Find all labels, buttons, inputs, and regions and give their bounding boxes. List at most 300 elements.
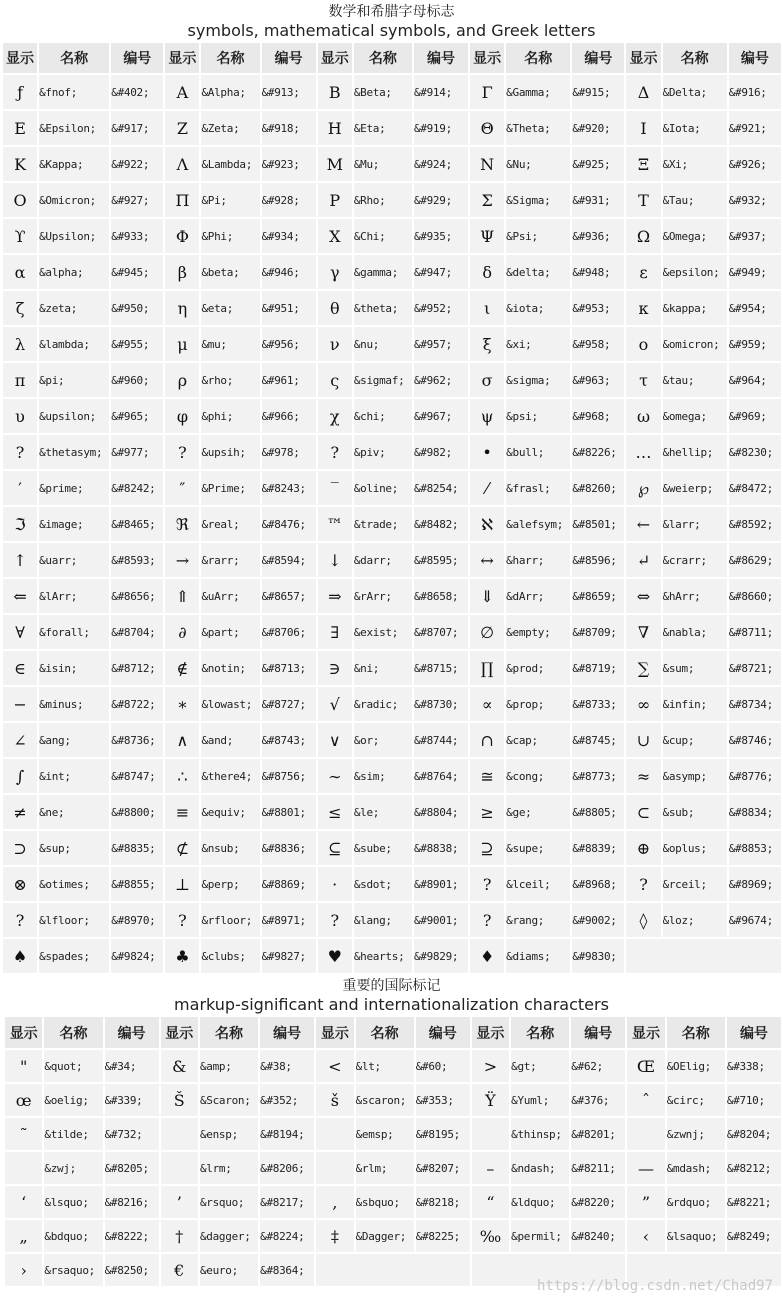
entity-name: &thinsp; bbox=[511, 1118, 569, 1150]
entity-number: &#8212; bbox=[727, 1152, 781, 1184]
entity-name: &perp; bbox=[201, 867, 259, 901]
section1-caption bbox=[0, 3, 783, 41]
entity-glyph: ℜ bbox=[165, 507, 199, 541]
column-header: 名称 bbox=[506, 43, 570, 73]
entity-number: &#937; bbox=[729, 219, 781, 253]
entity-glyph: ξ bbox=[470, 327, 504, 361]
entity-name: &larr; bbox=[663, 507, 727, 541]
entity-number: &#8744; bbox=[414, 723, 468, 757]
entity-glyph: ε bbox=[626, 255, 660, 289]
entity-name: &lfloor; bbox=[39, 903, 109, 937]
column-header: 显示 bbox=[318, 43, 352, 73]
entity-glyph: η bbox=[165, 291, 199, 325]
entity-name: &rang; bbox=[506, 903, 570, 937]
entity-number: &#732; bbox=[105, 1118, 159, 1150]
entity-name: &sup; bbox=[39, 831, 109, 865]
entity-name: &part; bbox=[201, 615, 259, 649]
table-row bbox=[3, 255, 781, 289]
entity-name: &pi; bbox=[39, 363, 109, 397]
entity-number: &#956; bbox=[262, 327, 316, 361]
entity-number: &#8968; bbox=[572, 867, 624, 901]
entity-number: &#8746; bbox=[729, 723, 781, 757]
entity-name: &crarr; bbox=[663, 543, 727, 577]
table-row bbox=[3, 939, 781, 973]
entity-glyph: ? bbox=[470, 903, 504, 937]
entity-number: &#950; bbox=[111, 291, 163, 325]
entity-number: &#8249; bbox=[727, 1220, 781, 1252]
entity-glyph: ˆ bbox=[627, 1084, 664, 1116]
entity-glyph: − bbox=[3, 687, 37, 721]
empty-cell bbox=[626, 939, 781, 973]
entity-name: &radic; bbox=[354, 687, 412, 721]
entity-glyph: ? bbox=[165, 903, 199, 937]
entity-name: &exist; bbox=[354, 615, 412, 649]
entity-name: &prod; bbox=[506, 651, 570, 685]
entity-name: &omicron; bbox=[663, 327, 727, 361]
entity-name: &Scaron; bbox=[200, 1084, 258, 1116]
entity-number: &#402; bbox=[111, 75, 163, 109]
entity-number: &#9827; bbox=[262, 939, 316, 973]
entity-glyph: ∏ bbox=[470, 651, 504, 685]
entity-glyph: κ bbox=[626, 291, 660, 325]
section1-title-en: symbols, mathematical symbols, and Greek letters bbox=[187, 21, 596, 40]
entity-number: &#9829; bbox=[414, 939, 468, 973]
entity-number: &#8240; bbox=[571, 1220, 625, 1252]
entity-name: &ldquo; bbox=[511, 1186, 569, 1218]
entity-glyph: φ bbox=[165, 399, 199, 433]
entity-glyph: → bbox=[165, 543, 199, 577]
entity-name: &hArr; bbox=[663, 579, 727, 613]
entity-number: &#8869; bbox=[262, 867, 316, 901]
entity-name: &amp; bbox=[200, 1050, 258, 1082]
entity-name: &Mu; bbox=[354, 147, 412, 181]
entity-name: &Dagger; bbox=[356, 1220, 414, 1252]
entity-number: &#918; bbox=[262, 111, 316, 145]
entity-glyph: ƒ bbox=[3, 75, 37, 109]
entity-glyph: ω bbox=[626, 399, 660, 433]
entity-name: &sum; bbox=[663, 651, 727, 685]
entity-number: &#8221; bbox=[727, 1186, 781, 1218]
entity-name: &Omicron; bbox=[39, 183, 109, 217]
entity-name: &gamma; bbox=[354, 255, 412, 289]
entity-glyph: " bbox=[5, 1050, 42, 1082]
entity-number: &#929; bbox=[414, 183, 468, 217]
table-row bbox=[5, 1152, 781, 1184]
entity-number: &#961; bbox=[262, 363, 316, 397]
entity-glyph bbox=[316, 1118, 353, 1150]
entity-number: &#8656; bbox=[111, 579, 163, 613]
entity-number: &#8243; bbox=[262, 471, 316, 505]
empty-cell bbox=[316, 1254, 470, 1286]
entity-glyph: ™ bbox=[318, 507, 352, 541]
entity-name: &lceil; bbox=[506, 867, 570, 901]
entity-name: &Psi; bbox=[506, 219, 570, 253]
entity-glyph: ? bbox=[626, 867, 660, 901]
entity-name: &Upsilon; bbox=[39, 219, 109, 253]
entity-glyph: ′ bbox=[3, 471, 37, 505]
column-header: 显示 bbox=[627, 1017, 664, 1048]
entity-glyph: ‰ bbox=[472, 1220, 509, 1252]
entity-name: &Alpha; bbox=[201, 75, 259, 109]
entity-glyph: Ψ bbox=[470, 219, 504, 253]
entity-name: &Pi; bbox=[201, 183, 259, 217]
entity-number: &#34; bbox=[105, 1050, 159, 1082]
entity-glyph: ↓ bbox=[318, 543, 352, 577]
symbols-table bbox=[1, 41, 783, 975]
entity-name: &zwnj; bbox=[667, 1118, 725, 1150]
entity-number: &#8730; bbox=[414, 687, 468, 721]
entity-number: &#8220; bbox=[571, 1186, 625, 1218]
entity-name: &xi; bbox=[506, 327, 570, 361]
entity-glyph: ∋ bbox=[318, 651, 352, 685]
entity-glyph: Œ bbox=[627, 1050, 664, 1082]
entity-number: &#958; bbox=[572, 327, 624, 361]
entity-name: &ni; bbox=[354, 651, 412, 685]
entity-glyph: Π bbox=[165, 183, 199, 217]
column-header: 名称 bbox=[201, 43, 259, 73]
entity-number: &#8201; bbox=[571, 1118, 625, 1150]
entity-number: &#923; bbox=[262, 147, 316, 181]
entity-name: &sigmaf; bbox=[354, 363, 412, 397]
entity-number: &#9674; bbox=[729, 903, 781, 937]
entity-number: &#917; bbox=[111, 111, 163, 145]
entity-number: &#339; bbox=[105, 1084, 159, 1116]
entity-name: &ge; bbox=[506, 795, 570, 829]
entity-number: &#947; bbox=[414, 255, 468, 289]
entity-number: &#8804; bbox=[414, 795, 468, 829]
entity-glyph: Γ bbox=[470, 75, 504, 109]
entity-name: &alpha; bbox=[39, 255, 109, 289]
column-header: 名称 bbox=[44, 1017, 102, 1048]
table-row bbox=[3, 75, 781, 109]
entity-number: &#919; bbox=[414, 111, 468, 145]
entity-name: &phi; bbox=[201, 399, 259, 433]
column-header: 显示 bbox=[3, 43, 37, 73]
entity-name: &infin; bbox=[663, 687, 727, 721]
entity-number: &#977; bbox=[111, 435, 163, 469]
entity-number: &#953; bbox=[572, 291, 624, 325]
entity-number: &#8901; bbox=[414, 867, 468, 901]
entity-name: &Eta; bbox=[354, 111, 412, 145]
entity-number: &#8743; bbox=[262, 723, 316, 757]
table-row bbox=[5, 1186, 781, 1218]
entity-glyph: ∈ bbox=[3, 651, 37, 685]
entity-number: &#8596; bbox=[572, 543, 624, 577]
entity-glyph: ⇑ bbox=[165, 579, 199, 613]
entity-name: &lsaquo; bbox=[667, 1220, 725, 1252]
entity-name: &chi; bbox=[354, 399, 412, 433]
entity-number: &#936; bbox=[572, 219, 624, 253]
entity-glyph: ο bbox=[626, 327, 660, 361]
entity-name: &le; bbox=[354, 795, 412, 829]
entity-name: &nsub; bbox=[201, 831, 259, 865]
entity-number: &#8706; bbox=[262, 615, 316, 649]
entity-glyph: ∩ bbox=[470, 723, 504, 757]
section2-title-en: markup-significant and internationalization characters bbox=[174, 995, 609, 1014]
entity-number: &#8747; bbox=[111, 759, 163, 793]
entity-glyph: ⊆ bbox=[318, 831, 352, 865]
entity-number: &#9001; bbox=[414, 903, 468, 937]
table-row bbox=[3, 327, 781, 361]
entity-number: &#8969; bbox=[729, 867, 781, 901]
entity-glyph: Α bbox=[165, 75, 199, 109]
entity-number: &#8593; bbox=[111, 543, 163, 577]
table-row bbox=[3, 759, 781, 793]
entity-number: &#962; bbox=[414, 363, 468, 397]
entity-number: &#8501; bbox=[572, 507, 624, 541]
entity-glyph: β bbox=[165, 255, 199, 289]
entity-glyph: Χ bbox=[318, 219, 352, 253]
entity-number: &#952; bbox=[414, 291, 468, 325]
entity-glyph: ⁄ bbox=[470, 471, 504, 505]
entity-number: &#915; bbox=[572, 75, 624, 109]
entity-glyph: Λ bbox=[165, 147, 199, 181]
table-row bbox=[3, 219, 781, 253]
table-row bbox=[3, 543, 781, 577]
entity-number: &#931; bbox=[572, 183, 624, 217]
entity-number: &#8970; bbox=[111, 903, 163, 937]
entity-name: &Chi; bbox=[354, 219, 412, 253]
entity-number: &#376; bbox=[571, 1084, 625, 1116]
entity-name: &ensp; bbox=[200, 1118, 258, 1150]
entity-name: &prop; bbox=[506, 687, 570, 721]
entity-number: &#352; bbox=[260, 1084, 314, 1116]
entity-number: &#8207; bbox=[416, 1152, 470, 1184]
table-row bbox=[3, 831, 781, 865]
markup-table bbox=[3, 1015, 783, 1288]
entity-number: &#60; bbox=[416, 1050, 470, 1082]
entity-glyph: ‡ bbox=[316, 1220, 353, 1252]
entity-number: &#8756; bbox=[262, 759, 316, 793]
entity-name: &Xi; bbox=[663, 147, 727, 181]
entity-glyph: Ρ bbox=[318, 183, 352, 217]
column-header: 编号 bbox=[571, 1017, 625, 1048]
entity-name: &epsilon; bbox=[663, 255, 727, 289]
entity-number: &#8482; bbox=[414, 507, 468, 541]
entity-name: &rdquo; bbox=[667, 1186, 725, 1218]
entity-number: &#8211; bbox=[571, 1152, 625, 1184]
entity-name: &rsquo; bbox=[200, 1186, 258, 1218]
entity-name: &prime; bbox=[39, 471, 109, 505]
table-row bbox=[3, 723, 781, 757]
entity-glyph: ∴ bbox=[165, 759, 199, 793]
entity-glyph: ρ bbox=[165, 363, 199, 397]
entity-name: &sube; bbox=[354, 831, 412, 865]
entity-glyph: • bbox=[470, 435, 504, 469]
column-header: 编号 bbox=[572, 43, 624, 73]
entity-name: &rsaquo; bbox=[44, 1254, 102, 1286]
entity-name: &Rho; bbox=[354, 183, 412, 217]
entity-name: &bull; bbox=[506, 435, 570, 469]
entity-glyph: ♣ bbox=[165, 939, 199, 973]
entity-glyph: › bbox=[5, 1254, 42, 1286]
entity-glyph: € bbox=[161, 1254, 198, 1286]
table-row bbox=[3, 867, 781, 901]
entity-name: &omega; bbox=[663, 399, 727, 433]
entity-number: &#8225; bbox=[416, 1220, 470, 1252]
column-header: 编号 bbox=[416, 1017, 470, 1048]
entity-glyph: δ bbox=[470, 255, 504, 289]
entity-number: &#927; bbox=[111, 183, 163, 217]
entity-number: &#922; bbox=[111, 147, 163, 181]
entity-glyph: ∂ bbox=[165, 615, 199, 649]
entity-glyph: ‹ bbox=[627, 1220, 664, 1252]
column-header: 编号 bbox=[729, 43, 781, 73]
entity-glyph: ⊃ bbox=[3, 831, 37, 865]
entity-glyph: Ν bbox=[470, 147, 504, 181]
column-header: 名称 bbox=[511, 1017, 569, 1048]
table-row bbox=[3, 579, 781, 613]
table-row bbox=[3, 471, 781, 505]
entity-name: &lrm; bbox=[200, 1152, 258, 1184]
entity-number: &#8835; bbox=[111, 831, 163, 865]
entity-name: &sdot; bbox=[354, 867, 412, 901]
entity-glyph: > bbox=[472, 1050, 509, 1082]
entity-name: &Epsilon; bbox=[39, 111, 109, 145]
table-row bbox=[3, 795, 781, 829]
entity-name: &equiv; bbox=[201, 795, 259, 829]
entity-number: &#8465; bbox=[111, 507, 163, 541]
entity-name: &rarr; bbox=[201, 543, 259, 577]
entity-name: &nabla; bbox=[663, 615, 727, 649]
column-header: 名称 bbox=[667, 1017, 725, 1048]
column-header: 显示 bbox=[626, 43, 660, 73]
entity-name: &or; bbox=[354, 723, 412, 757]
entity-number: &#8194; bbox=[260, 1118, 314, 1150]
entity-glyph: α bbox=[3, 255, 37, 289]
entity-number: &#8764; bbox=[414, 759, 468, 793]
entity-number: &#982; bbox=[414, 435, 468, 469]
entity-glyph: Ο bbox=[3, 183, 37, 217]
entity-name: &sim; bbox=[354, 759, 412, 793]
entity-number: &#945; bbox=[111, 255, 163, 289]
entity-number: &#957; bbox=[414, 327, 468, 361]
entity-glyph: ‚ bbox=[316, 1186, 353, 1218]
entity-glyph: Ÿ bbox=[472, 1084, 509, 1116]
entity-glyph: < bbox=[316, 1050, 353, 1082]
entity-name: &bdquo; bbox=[44, 1220, 102, 1252]
entity-number: &#8659; bbox=[572, 579, 624, 613]
entity-name: &lArr; bbox=[39, 579, 109, 613]
entity-number: &#8711; bbox=[729, 615, 781, 649]
section1-title-zh: 数学和希腊字母标志 bbox=[328, 4, 455, 20]
entity-name: &mdash; bbox=[667, 1152, 725, 1184]
entity-number: &#965; bbox=[111, 399, 163, 433]
entity-name: &notin; bbox=[201, 651, 259, 685]
entity-number: &#8364; bbox=[260, 1254, 314, 1286]
entity-glyph: ι bbox=[470, 291, 504, 325]
entity-number: &#8733; bbox=[572, 687, 624, 721]
table-row bbox=[5, 1084, 781, 1116]
entity-number: &#913; bbox=[262, 75, 316, 109]
entity-glyph: – bbox=[472, 1152, 509, 1184]
entity-number: &#954; bbox=[729, 291, 781, 325]
table-row bbox=[3, 183, 781, 217]
entity-glyph: ∃ bbox=[318, 615, 352, 649]
entity-name: &rho; bbox=[201, 363, 259, 397]
entity-glyph: ∝ bbox=[470, 687, 504, 721]
entity-name: &euro; bbox=[200, 1254, 258, 1286]
entity-glyph: ⇐ bbox=[3, 579, 37, 613]
entity-number: &#8250; bbox=[105, 1254, 159, 1286]
entity-glyph: ⊗ bbox=[3, 867, 37, 901]
entity-name: &upsih; bbox=[201, 435, 259, 469]
entity-number: &#934; bbox=[262, 219, 316, 253]
entity-name: &tilde; bbox=[44, 1118, 102, 1150]
entity-glyph: ∞ bbox=[626, 687, 660, 721]
entity-glyph: ϒ bbox=[3, 219, 37, 253]
entity-name: &oplus; bbox=[663, 831, 727, 865]
entity-name: &psi; bbox=[506, 399, 570, 433]
entity-name: &rlm; bbox=[356, 1152, 414, 1184]
entity-name: &OElig; bbox=[667, 1050, 725, 1082]
entity-name: &Kappa; bbox=[39, 147, 109, 181]
entity-number: &#8736; bbox=[111, 723, 163, 757]
entity-name: &minus; bbox=[39, 687, 109, 721]
entity-glyph: σ bbox=[470, 363, 504, 397]
entity-number: &#8836; bbox=[262, 831, 316, 865]
entity-number: &#932; bbox=[729, 183, 781, 217]
table-row bbox=[3, 651, 781, 685]
entity-name: &Sigma; bbox=[506, 183, 570, 217]
entity-number: &#8657; bbox=[262, 579, 316, 613]
entity-name: &uArr; bbox=[201, 579, 259, 613]
entity-number: &#9824; bbox=[111, 939, 163, 973]
entity-number: &#8801; bbox=[262, 795, 316, 829]
entity-glyph: † bbox=[161, 1220, 198, 1252]
entity-glyph: χ bbox=[318, 399, 352, 433]
column-header: 名称 bbox=[356, 1017, 414, 1048]
table-row bbox=[3, 363, 781, 397]
entity-glyph: ≅ bbox=[470, 759, 504, 793]
column-header: 编号 bbox=[111, 43, 163, 73]
entity-name: &Delta; bbox=[663, 75, 727, 109]
entity-number: &#955; bbox=[111, 327, 163, 361]
entity-name: &iota; bbox=[506, 291, 570, 325]
entity-number: &#8230; bbox=[729, 435, 781, 469]
entity-name: &spades; bbox=[39, 939, 109, 973]
entity-glyph: ∪ bbox=[626, 723, 660, 757]
entity-number: &#8476; bbox=[262, 507, 316, 541]
entity-name: &image; bbox=[39, 507, 109, 541]
entity-glyph: ∫ bbox=[3, 759, 37, 793]
entity-glyph: Ω bbox=[626, 219, 660, 253]
entity-glyph: Ε bbox=[3, 111, 37, 145]
column-header: 编号 bbox=[262, 43, 316, 73]
entity-number: &#8592; bbox=[729, 507, 781, 541]
entity-glyph: ’ bbox=[161, 1186, 198, 1218]
entity-glyph: ≈ bbox=[626, 759, 660, 793]
column-header: 名称 bbox=[663, 43, 727, 73]
entity-number: &#8745; bbox=[572, 723, 624, 757]
entity-glyph: Φ bbox=[165, 219, 199, 253]
entity-glyph: ♥ bbox=[318, 939, 352, 973]
entity-name: &sigma; bbox=[506, 363, 570, 397]
header-row bbox=[3, 43, 781, 73]
entity-glyph: ∇ bbox=[626, 615, 660, 649]
section2-title-zh: 重要的国际标记 bbox=[342, 978, 441, 994]
entity-number: &#338; bbox=[727, 1050, 781, 1082]
entity-glyph: ∨ bbox=[318, 723, 352, 757]
entity-number: &#8727; bbox=[262, 687, 316, 721]
column-header: 名称 bbox=[200, 1017, 258, 1048]
header-row bbox=[5, 1017, 781, 1048]
entity-name: &rceil; bbox=[663, 867, 727, 901]
entity-glyph: ⊇ bbox=[470, 831, 504, 865]
entity-name: &there4; bbox=[201, 759, 259, 793]
entity-number: &#916; bbox=[729, 75, 781, 109]
entity-glyph: ? bbox=[3, 435, 37, 469]
